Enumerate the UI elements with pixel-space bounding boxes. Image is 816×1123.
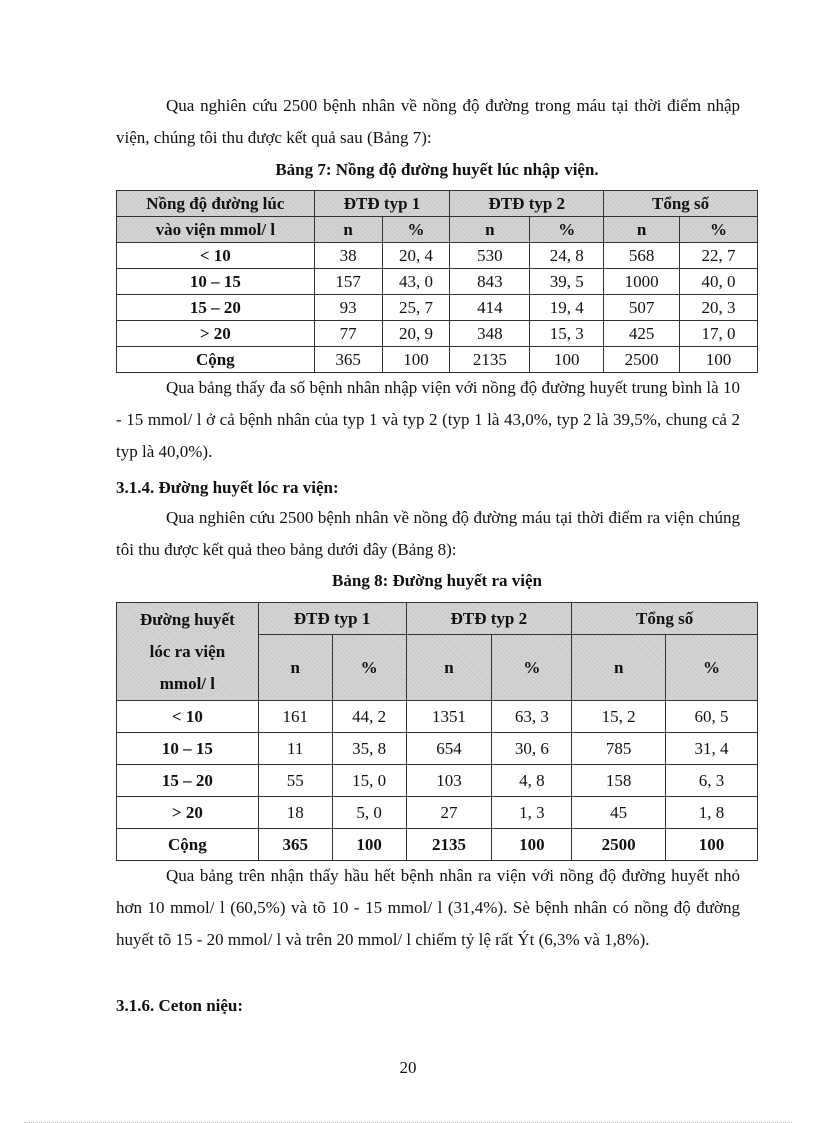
table8-header-label-2: lóc ra viện <box>149 641 226 661</box>
row-label: 15 – 20 <box>117 295 315 321</box>
table-row <box>117 765 758 797</box>
table-cell: 19, 4 <box>530 295 604 321</box>
table-row <box>117 733 758 765</box>
table8-sub-n: n <box>258 635 332 701</box>
comment-table8-paragraph <box>116 860 740 956</box>
table8-sub-pct: % <box>332 635 406 701</box>
table-row-total <box>117 829 758 861</box>
table-cell: 44, 2 <box>332 701 406 733</box>
table-cell: 2135 <box>450 347 530 373</box>
table-cell: 2135 <box>406 829 492 861</box>
table-cell: 20, 9 <box>382 321 450 347</box>
table-cell: 93 <box>314 295 382 321</box>
table8-header-total: Tổng số <box>572 603 758 635</box>
table-cell: 63, 3 <box>492 701 572 733</box>
table-cell: 100 <box>382 347 450 373</box>
table-cell: 11 <box>258 733 332 765</box>
table-row <box>117 321 758 347</box>
table-cell: 24, 8 <box>530 243 604 269</box>
table-cell: 25, 7 <box>382 295 450 321</box>
table-cell: 5, 0 <box>332 797 406 829</box>
table-cell: 100 <box>680 347 758 373</box>
table-cell: 15, 0 <box>332 765 406 797</box>
table-cell: 161 <box>258 701 332 733</box>
table-row <box>117 295 758 321</box>
table-cell: 43, 0 <box>382 269 450 295</box>
table-cell: 1, 3 <box>492 797 572 829</box>
row-label: 15 – 20 <box>117 765 259 797</box>
table-cell: 38 <box>314 243 382 269</box>
table-cell: 843 <box>450 269 530 295</box>
table-cell: 1000 <box>604 269 680 295</box>
table-cell: 157 <box>314 269 382 295</box>
table8-sub-pct: % <box>492 635 572 701</box>
table-cell: 30, 6 <box>492 733 572 765</box>
intro-table8-text: Qua nghiên cứu 2500 bệnh nhân về nồng độ đường máu tại thời điểm ra viện chúng tôi thu được kết quả theo bảng dưới đây (Bảng 8): <box>116 508 740 559</box>
table-cell: 40, 0 <box>680 269 758 295</box>
table8-header-label-1: Đường huyết <box>140 609 235 629</box>
table-cell: 365 <box>314 347 382 373</box>
table8-sub-n: n <box>572 635 666 701</box>
table-cell: 100 <box>492 829 572 861</box>
comment-table7-text: Qua bảng thấy đa số bệnh nhân nhập viện với nồng độ đường huyết trung bình là 10 - 15 mmol/ l ở cả bệnh nhân của typ 1 và typ 2 (typ 1 là 43,0%, typ 2 là 39,5%, chung cả 2 typ là 40,0%). <box>116 378 740 461</box>
table8-sub-n: n <box>406 635 492 701</box>
table7-header-type2: ĐTĐ typ 2 <box>450 191 604 217</box>
table-cell: 1351 <box>406 701 492 733</box>
table-cell: 31, 4 <box>666 733 758 765</box>
page-number: 20 <box>399 1058 417 1077</box>
table8-sub-pct: % <box>666 635 758 701</box>
table-cell: 55 <box>258 765 332 797</box>
table-cell: 100 <box>332 829 406 861</box>
table-cell: 35, 8 <box>332 733 406 765</box>
row-label: 10 – 15 <box>117 733 259 765</box>
table-cell: 6, 3 <box>666 765 758 797</box>
table7-header-type1: ĐTĐ typ 1 <box>314 191 450 217</box>
row-label: < 10 <box>117 701 259 733</box>
table-cell: 22, 7 <box>680 243 758 269</box>
table-cell: 20, 4 <box>382 243 450 269</box>
table7-admission-glucose <box>116 190 758 373</box>
table-cell: 507 <box>604 295 680 321</box>
table-row <box>117 243 758 269</box>
table7-sub-n: n <box>604 217 680 243</box>
table-cell: 2500 <box>604 347 680 373</box>
table-cell: 348 <box>450 321 530 347</box>
table-cell: 568 <box>604 243 680 269</box>
table-row <box>117 797 758 829</box>
table-cell: 45 <box>572 797 666 829</box>
table8-discharge-glucose <box>116 602 758 861</box>
section-heading-3-1-6: 3.1.6. Ceton niệu: <box>116 996 244 1015</box>
table-cell: 100 <box>530 347 604 373</box>
comment-table7-paragraph <box>116 372 740 468</box>
table7-header-total: Tổng số <box>604 191 758 217</box>
row-label: > 20 <box>117 321 315 347</box>
table8-caption: Bảng 8: Đường huyết ra viện <box>332 571 542 590</box>
table7-sub-n: n <box>450 217 530 243</box>
row-label: > 20 <box>117 797 259 829</box>
table-cell: 20, 3 <box>680 295 758 321</box>
row-label: < 10 <box>117 243 315 269</box>
table-cell: 60, 5 <box>666 701 758 733</box>
table-cell: 654 <box>406 733 492 765</box>
row-label: 10 – 15 <box>117 269 315 295</box>
table7-sub-pct: % <box>680 217 758 243</box>
table-cell: 530 <box>450 243 530 269</box>
intro-table7-paragraph <box>116 90 740 154</box>
table-row-total <box>117 347 758 373</box>
table-row <box>117 701 758 733</box>
table-cell: 18 <box>258 797 332 829</box>
table-cell: 2500 <box>572 829 666 861</box>
table7-sub-pct: % <box>382 217 450 243</box>
table-cell: 414 <box>450 295 530 321</box>
table-cell: 4, 8 <box>492 765 572 797</box>
intro-table8-paragraph <box>116 502 740 566</box>
table8-header-label-3: mmol/ l <box>159 673 215 693</box>
table7-caption: Bảng 7: Nồng độ đường huyết lúc nhập viện. <box>275 160 599 179</box>
row-label: Cộng <box>117 829 259 861</box>
table-cell: 39, 5 <box>530 269 604 295</box>
table-cell: 103 <box>406 765 492 797</box>
table-cell: 785 <box>572 733 666 765</box>
table-cell: 77 <box>314 321 382 347</box>
table7-header-label-1: Nồng độ đường lúc <box>117 191 315 217</box>
table-cell: 1, 8 <box>666 797 758 829</box>
table8-header-label <box>117 603 259 701</box>
table-cell: 100 <box>666 829 758 861</box>
table-cell: 425 <box>604 321 680 347</box>
table-cell: 158 <box>572 765 666 797</box>
table-cell: 15, 2 <box>572 701 666 733</box>
row-label: Cộng <box>117 347 315 373</box>
table8-header-type2: ĐTĐ typ 2 <box>406 603 572 635</box>
section-heading-3-1-4: 3.1.4. Đường huyết lóc ra viện: <box>116 478 339 497</box>
table-cell: 15, 3 <box>530 321 604 347</box>
table8-header-type1: ĐTĐ typ 1 <box>258 603 406 635</box>
table7-header-label-2: vào viện mmol/ l <box>117 217 315 243</box>
intro-table7-text: Qua nghiên cứu 2500 bệnh nhân về nồng độ đường trong máu tại thời điểm nhập viện, chúng tôi thu được kết quả sau (Bảng 7): <box>116 96 740 147</box>
table-cell: 365 <box>258 829 332 861</box>
comment-table8-text: Qua bảng trên nhận thấy hầu hết bệnh nhân ra viện với nồng độ đường huyết nhỏ hơn 10 mmol/ l (60,5%) và tõ 10 - 15 mmol/ l (31,4%). Sè bệnh nhân có nồng độ đường huyết tõ 15 - 20 mmol/ l và trên 20 mmol/ l chiếm tỷ lệ rất Ýt (6,3% và 1,8%). <box>116 866 740 949</box>
table-cell: 17, 0 <box>680 321 758 347</box>
table-cell: 27 <box>406 797 492 829</box>
table7-sub-n: n <box>314 217 382 243</box>
table7-sub-pct: % <box>530 217 604 243</box>
table-row <box>117 269 758 295</box>
